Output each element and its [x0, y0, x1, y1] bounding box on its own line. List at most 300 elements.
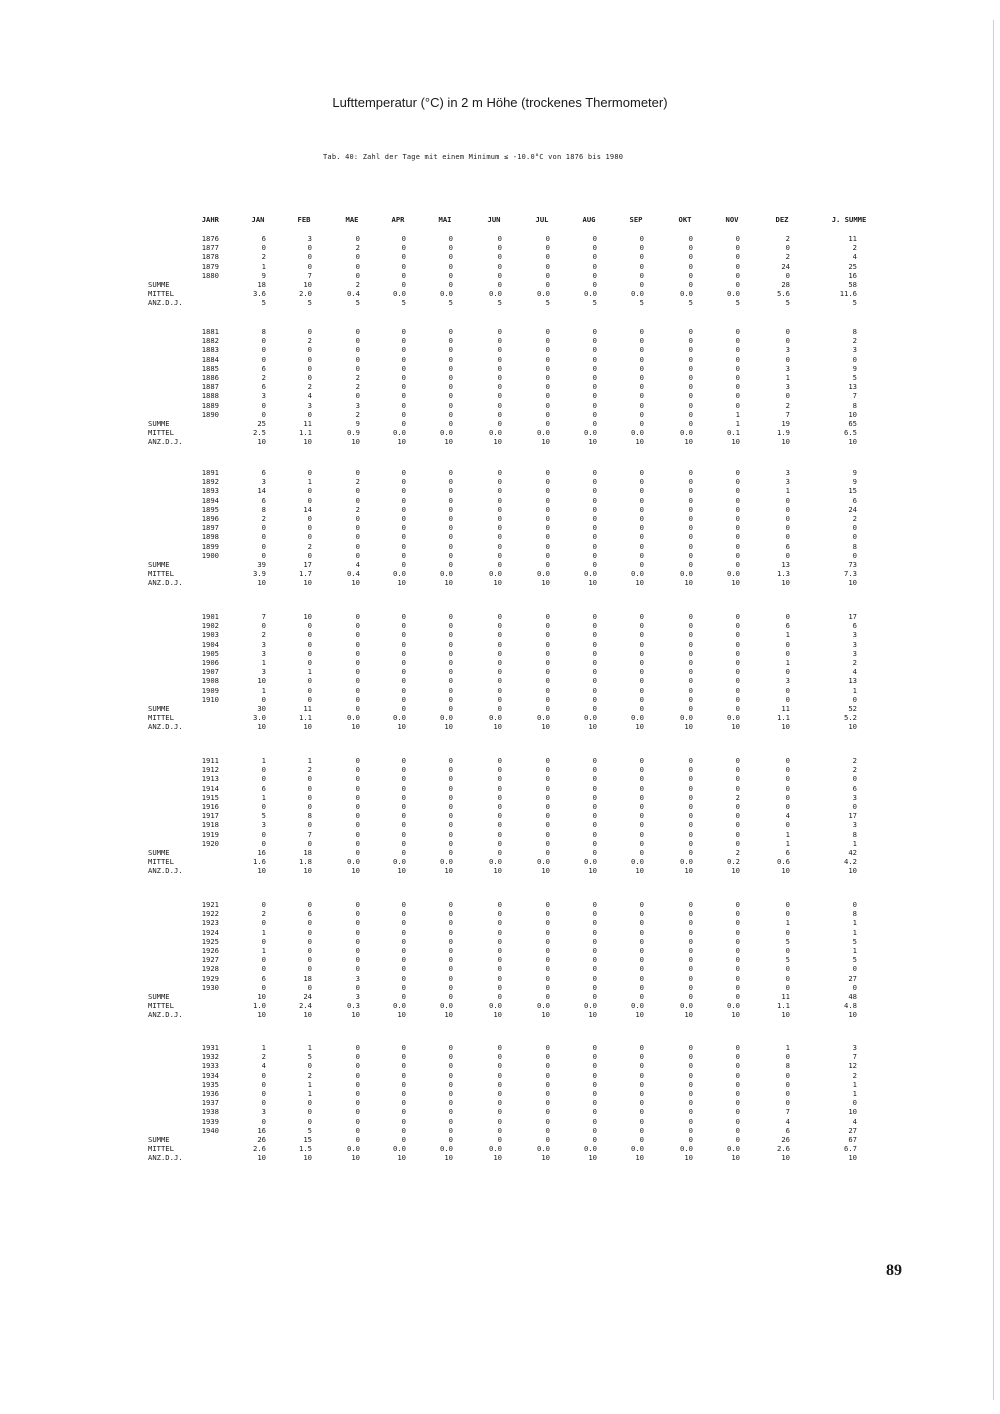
- summary-cell: 10: [541, 1153, 550, 1163]
- table-cell: 0: [401, 495, 406, 505]
- summary-cell: 10: [588, 866, 597, 876]
- table-cell: 0: [545, 658, 550, 667]
- table-cell: 14: [257, 486, 266, 496]
- summary-cell: 0: [497, 992, 502, 1001]
- table-cell: 0: [639, 927, 644, 937]
- table-cell: 0: [688, 336, 693, 346]
- table-cell: 0: [261, 964, 266, 974]
- table-cell: 0: [261, 400, 266, 410]
- table-cell: 0: [355, 1089, 360, 1098]
- summary-cell: 0.3: [347, 1001, 360, 1011]
- summary-cell: 0: [639, 280, 644, 289]
- table-cell: 3: [852, 820, 857, 830]
- table-cell: 3: [852, 639, 857, 649]
- table-cell: 0: [785, 973, 790, 983]
- table-cell: 0: [545, 382, 550, 392]
- summary-cell: 10: [303, 578, 312, 588]
- table-cell: 6: [852, 495, 857, 505]
- summary-cell: 0.0: [537, 428, 550, 438]
- summary-cell: 11.6: [839, 289, 857, 299]
- table-cell: 1: [261, 261, 266, 271]
- table-cell: 0: [497, 1052, 502, 1062]
- summary-label: ANZ.D.J.: [148, 866, 183, 876]
- table-cell: 0: [688, 1079, 693, 1089]
- table-cell: 0: [497, 550, 502, 560]
- table-cell: 0: [639, 964, 644, 974]
- table-cell: 0: [785, 639, 790, 649]
- summary-cell: 10: [397, 578, 406, 588]
- table-cell: 1: [307, 1043, 312, 1052]
- year-cell: 1892: [201, 477, 219, 487]
- table-cell: 0: [261, 1070, 266, 1080]
- table-cell: 0: [688, 261, 693, 271]
- table-cell: 0: [497, 532, 502, 542]
- table-cell: 0: [735, 1089, 740, 1098]
- table-cell: 8: [852, 909, 857, 919]
- table-cell: 2: [261, 252, 266, 262]
- table-cell: 0: [355, 1061, 360, 1071]
- summary-cell: 5: [592, 298, 597, 308]
- year-cell: 1919: [201, 829, 219, 839]
- table-cell: 3: [785, 382, 790, 392]
- summary-cell: 0: [545, 704, 550, 713]
- table-cell: 0: [355, 936, 360, 946]
- table-cell: 0: [307, 774, 312, 784]
- table-cell: 0: [545, 802, 550, 811]
- table-cell: 0: [448, 1089, 453, 1098]
- table-cell: 2: [261, 514, 266, 523]
- table-cell: 0: [785, 495, 790, 505]
- table-cell: 0: [401, 1107, 406, 1117]
- table-cell: 4: [852, 1116, 857, 1126]
- table-cell: 3: [261, 820, 266, 830]
- table-cell: 0: [401, 532, 406, 542]
- table-cell: 0: [448, 532, 453, 542]
- summary-label: SUMME: [148, 560, 170, 569]
- table-cell: 3: [852, 792, 857, 802]
- summary-cell: 5: [261, 298, 266, 308]
- table-cell: 0: [355, 1098, 360, 1108]
- table-cell: 0: [355, 639, 360, 649]
- table-cell: 0: [639, 468, 644, 477]
- table-cell: 0: [639, 336, 644, 346]
- table-cell: 9: [261, 270, 266, 280]
- summary-cell: 0.6: [777, 857, 790, 867]
- table-cell: 0: [592, 1052, 597, 1062]
- table-cell: 0: [448, 612, 453, 621]
- summary-label: SUMME: [148, 419, 170, 428]
- table-cell: 0: [592, 391, 597, 401]
- summary-cell: 2.0: [299, 289, 312, 299]
- table-cell: 0: [401, 409, 406, 419]
- table-cell: 0: [688, 495, 693, 505]
- year-cell: 1888: [201, 391, 219, 401]
- table-cell: 6: [785, 1125, 790, 1135]
- summary-label: SUMME: [148, 704, 170, 713]
- table-cell: 1: [307, 667, 312, 677]
- column-header: NOV: [725, 215, 739, 224]
- table-cell: 0: [307, 373, 312, 382]
- table-cell: 0: [307, 900, 312, 909]
- table-cell: 0: [401, 658, 406, 667]
- table-cell: 3: [785, 477, 790, 487]
- table-cell: 0: [401, 363, 406, 373]
- table-cell: 0: [592, 504, 597, 514]
- summary-cell: 10: [781, 1153, 790, 1163]
- table-cell: 0: [545, 909, 550, 919]
- table-cell: 0: [639, 1043, 644, 1052]
- table-cell: 0: [639, 829, 644, 839]
- year-cell: 1887: [201, 382, 219, 392]
- table-cell: 8: [852, 327, 857, 336]
- table-cell: 0: [592, 270, 597, 280]
- table-cell: 8: [852, 541, 857, 551]
- table-cell: 0: [592, 927, 597, 937]
- table-cell: 0: [592, 936, 597, 946]
- table-cell: 1: [785, 373, 790, 382]
- table-cell: 0: [448, 1070, 453, 1080]
- table-cell: 0: [448, 363, 453, 373]
- summary-cell: 10: [541, 866, 550, 876]
- summary-cell: 0.0: [537, 857, 550, 867]
- summary-cell: 5: [735, 298, 740, 308]
- table-cell: 0: [401, 1070, 406, 1080]
- table-cell: 0: [785, 964, 790, 974]
- table-cell: 5: [785, 955, 790, 965]
- table-cell: 0: [688, 409, 693, 419]
- summary-cell: 0: [592, 992, 597, 1001]
- table-cell: 0: [355, 648, 360, 658]
- table-cell: 0: [688, 1061, 693, 1071]
- summary-cell: 0.0: [584, 1144, 597, 1154]
- table-cell: 0: [497, 774, 502, 784]
- year-cell: 1890: [201, 409, 219, 419]
- summary-cell: 11: [781, 704, 790, 713]
- table-cell: 0: [735, 918, 740, 928]
- summary-label: SUMME: [148, 848, 170, 857]
- table-cell: 0: [401, 639, 406, 649]
- summary-label: ANZ.D.J.: [148, 1153, 183, 1163]
- summary-cell: 0: [448, 704, 453, 713]
- summary-cell: 0.0: [631, 289, 644, 299]
- table-cell: 0: [307, 946, 312, 955]
- summary-cell: 0.0: [584, 569, 597, 579]
- table-cell: 0: [261, 532, 266, 542]
- table-cell: 0: [497, 514, 502, 523]
- table-cell: 0: [639, 792, 644, 802]
- summary-cell: 10: [848, 866, 857, 876]
- table-cell: 0: [355, 252, 360, 262]
- table-cell: 0: [785, 1089, 790, 1098]
- table-cell: 0: [735, 765, 740, 775]
- table-cell: 5: [261, 811, 266, 821]
- table-cell: 0: [688, 1107, 693, 1117]
- table-cell: 0: [735, 982, 740, 992]
- summary-cell: 5: [401, 298, 406, 308]
- table-cell: 0: [545, 400, 550, 410]
- year-cell: 1884: [201, 354, 219, 364]
- table-cell: 14: [303, 504, 312, 514]
- table-cell: 1: [735, 409, 740, 419]
- table-cell: 0: [355, 1079, 360, 1089]
- table-cell: 0: [355, 811, 360, 821]
- summary-cell: 0.0: [347, 1144, 360, 1154]
- table-cell: 0: [639, 391, 644, 401]
- table-cell: 0: [307, 550, 312, 560]
- table-cell: 0: [639, 838, 644, 848]
- table-cell: 0: [497, 1079, 502, 1089]
- table-cell: 5: [852, 373, 857, 382]
- table-cell: 4: [785, 1116, 790, 1126]
- table-cell: 0: [261, 523, 266, 533]
- table-cell: 0: [401, 345, 406, 355]
- table-cell: 0: [688, 354, 693, 364]
- table-cell: 0: [785, 243, 790, 253]
- table-cell: 0: [688, 270, 693, 280]
- table-cell: 0: [592, 802, 597, 811]
- table-cell: 0: [688, 820, 693, 830]
- table-cell: 0: [355, 774, 360, 784]
- summary-label: ANZ.D.J.: [148, 437, 183, 447]
- year-cell: 1909: [201, 685, 219, 695]
- year-cell: 1918: [201, 820, 219, 830]
- table-cell: 0: [497, 639, 502, 649]
- table-cell: 0: [261, 345, 266, 355]
- summary-cell: 18: [303, 848, 312, 857]
- table-cell: 0: [497, 630, 502, 640]
- table-cell: 0: [497, 382, 502, 392]
- table-cell: 0: [639, 774, 644, 784]
- table-cell: 0: [355, 630, 360, 640]
- summary-cell: 10: [684, 578, 693, 588]
- year-cell: 1939: [201, 1116, 219, 1126]
- table-cell: 0: [545, 946, 550, 955]
- table-cell: 0: [639, 936, 644, 946]
- summary-cell: 10: [684, 1010, 693, 1020]
- year-cell: 1900: [201, 550, 219, 560]
- table-cell: 0: [688, 694, 693, 704]
- table-cell: 1: [261, 1043, 266, 1052]
- summary-cell: 2: [355, 280, 360, 289]
- summary-cell: 0.9: [347, 428, 360, 438]
- table-cell: 0: [497, 982, 502, 992]
- table-cell: 0: [735, 648, 740, 658]
- summary-cell: 0: [688, 704, 693, 713]
- table-cell: 0: [592, 811, 597, 821]
- summary-cell: 0: [448, 848, 453, 857]
- table-cell: 1: [852, 838, 857, 848]
- table-cell: 0: [307, 486, 312, 496]
- table-cell: 0: [448, 514, 453, 523]
- table-cell: 0: [261, 774, 266, 784]
- summary-cell: 0: [497, 848, 502, 857]
- table-cell: 0: [785, 523, 790, 533]
- summary-cell: 0: [735, 1135, 740, 1144]
- table-cell: 0: [639, 900, 644, 909]
- table-cell: 0: [497, 495, 502, 505]
- table-cell: 0: [497, 927, 502, 937]
- table-cell: 0: [735, 1070, 740, 1080]
- summary-cell: 0.0: [347, 713, 360, 723]
- table-cell: 0: [497, 243, 502, 253]
- table-cell: 2: [785, 234, 790, 243]
- table-cell: 0: [497, 694, 502, 704]
- table-cell: 0: [735, 391, 740, 401]
- summary-cell: 10: [397, 866, 406, 876]
- table-cell: 0: [307, 345, 312, 355]
- summary-cell: 0: [639, 419, 644, 428]
- table-cell: 0: [261, 765, 266, 775]
- table-cell: 0: [735, 900, 740, 909]
- table-cell: 0: [497, 1107, 502, 1117]
- table-cell: 0: [688, 541, 693, 551]
- table-cell: 0: [592, 694, 597, 704]
- table-cell: 0: [785, 1098, 790, 1108]
- table-cell: 2: [307, 1070, 312, 1080]
- summary-cell: 0.2: [727, 857, 740, 867]
- table-cell: 0: [448, 1116, 453, 1126]
- table-cell: 0: [355, 900, 360, 909]
- summary-cell: 0: [545, 1135, 550, 1144]
- summary-cell: 10: [397, 722, 406, 732]
- table-cell: 0: [448, 658, 453, 667]
- summary-cell: 10: [493, 578, 502, 588]
- year-cell: 1901: [201, 612, 219, 621]
- table-cell: 0: [735, 532, 740, 542]
- table-cell: 0: [735, 612, 740, 621]
- table-cell: 0: [401, 973, 406, 983]
- table-cell: 0: [497, 486, 502, 496]
- table-cell: 6: [261, 234, 266, 243]
- table-cell: 0: [497, 409, 502, 419]
- summary-cell: 0.0: [489, 713, 502, 723]
- table-cell: 0: [688, 909, 693, 919]
- table-cell: 4: [785, 811, 790, 821]
- summary-label: ANZ.D.J.: [148, 298, 183, 308]
- year-cell: 1894: [201, 495, 219, 505]
- table-cell: 0: [545, 820, 550, 830]
- table-cell: 0: [401, 936, 406, 946]
- table-cell: 0: [261, 1089, 266, 1098]
- table-cell: 0: [785, 667, 790, 677]
- table-cell: 0: [688, 550, 693, 560]
- table-cell: 0: [592, 756, 597, 765]
- table-cell: 8: [852, 829, 857, 839]
- table-cell: 0: [735, 234, 740, 243]
- summary-label: SUMME: [148, 1135, 170, 1144]
- table-cell: 0: [307, 523, 312, 533]
- summary-cell: 0: [735, 992, 740, 1001]
- table-cell: 0: [401, 243, 406, 253]
- table-cell: 0: [852, 532, 857, 542]
- table-cell: 25: [848, 261, 857, 271]
- table-cell: 0: [401, 756, 406, 765]
- table-cell: 0: [448, 955, 453, 965]
- summary-cell: 19: [781, 419, 790, 428]
- year-cell: 1905: [201, 648, 219, 658]
- table-cell: 10: [848, 409, 857, 419]
- table-cell: 0: [735, 1098, 740, 1108]
- summary-cell: 7.3: [844, 569, 857, 579]
- table-cell: 0: [307, 1107, 312, 1117]
- table-cell: 0: [688, 1089, 693, 1098]
- table-cell: 0: [401, 336, 406, 346]
- table-cell: 0: [639, 621, 644, 631]
- table-cell: 0: [355, 327, 360, 336]
- table-cell: 0: [735, 541, 740, 551]
- table-cell: 0: [448, 774, 453, 784]
- table-cell: 0: [688, 955, 693, 965]
- table-cell: 0: [545, 363, 550, 373]
- table-cell: 2: [852, 514, 857, 523]
- table-cell: 0: [545, 477, 550, 487]
- summary-cell: 10: [351, 578, 360, 588]
- summary-cell: 10: [257, 722, 266, 732]
- table-cell: 0: [401, 676, 406, 686]
- summary-label: MITTEL: [148, 1144, 174, 1154]
- table-cell: 0: [785, 612, 790, 621]
- summary-cell: 42: [848, 848, 857, 857]
- table-cell: 0: [592, 918, 597, 928]
- table-cell: 1: [261, 946, 266, 955]
- summary-cell: 0.0: [393, 713, 406, 723]
- table-cell: 0: [688, 756, 693, 765]
- table-cell: 0: [448, 234, 453, 243]
- table-cell: 0: [355, 514, 360, 523]
- table-cell: 0: [401, 327, 406, 336]
- column-header: AUG: [582, 215, 596, 224]
- table-cell: 0: [355, 955, 360, 965]
- table-cell: 0: [497, 400, 502, 410]
- summary-cell: 10: [731, 866, 740, 876]
- summary-cell: 0.0: [393, 289, 406, 299]
- table-cell: 0: [448, 639, 453, 649]
- summary-cell: 0: [497, 419, 502, 428]
- table-cell: 0: [785, 354, 790, 364]
- table-cell: 6: [785, 621, 790, 631]
- table-cell: 0: [639, 1070, 644, 1080]
- table-cell: 0: [639, 373, 644, 382]
- table-cell: 0: [592, 486, 597, 496]
- table-cell: 0: [355, 802, 360, 811]
- table-cell: 0: [448, 927, 453, 937]
- summary-cell: 10: [848, 578, 857, 588]
- year-cell: 1937: [201, 1098, 219, 1108]
- table-cell: 0: [735, 550, 740, 560]
- table-cell: 0: [639, 1079, 644, 1089]
- table-cell: 0: [688, 327, 693, 336]
- table-cell: 1: [852, 1089, 857, 1098]
- summary-cell: 10: [444, 1010, 453, 1020]
- table-cell: 0: [592, 946, 597, 955]
- table-cell: 0: [688, 838, 693, 848]
- table-cell: 0: [307, 918, 312, 928]
- summary-cell: 9: [355, 419, 360, 428]
- table-cell: 0: [592, 382, 597, 392]
- table-cell: 0: [592, 1089, 597, 1098]
- summary-cell: 26: [781, 1135, 790, 1144]
- table-cell: 0: [355, 667, 360, 677]
- table-cell: 0: [545, 765, 550, 775]
- table-cell: 0: [735, 252, 740, 262]
- year-cell: 1895: [201, 504, 219, 514]
- table-cell: 0: [545, 1107, 550, 1117]
- table-cell: 0: [307, 468, 312, 477]
- summary-cell: 0: [448, 1135, 453, 1144]
- table-cell: 0: [592, 685, 597, 695]
- table-cell: 0: [401, 234, 406, 243]
- summary-cell: 0: [355, 1135, 360, 1144]
